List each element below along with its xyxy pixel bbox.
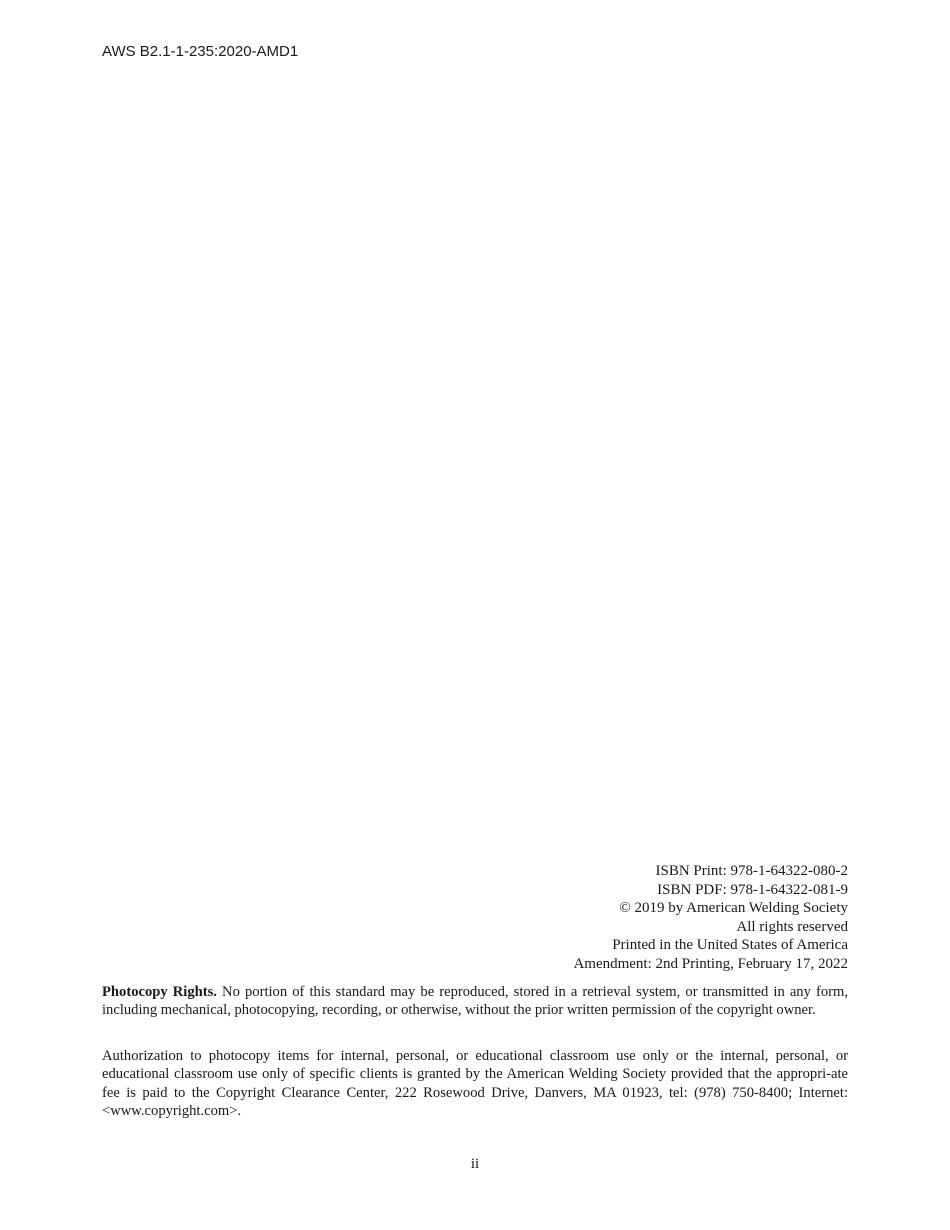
isbn-pdf: ISBN PDF: 978-1-64322-081-9 — [657, 881, 848, 898]
document-code: AWS B2.1-1-235:2020-AMD1 — [102, 43, 299, 60]
amendment-printing: Amendment: 2nd Printing, February 17, 2022 — [573, 955, 848, 972]
copyright-notice: © 2019 by American Welding Society — [619, 900, 848, 917]
authorization-paragraph: Authorization to photocopy items for internal, personal, or educational classroom use only or the internal, personal, or educational classroom use only of specific clients is granted by the American Welding Society provided that the appropri-ate fee is paid to the Copyright Clearance Center, 222 Rosewood Drive, Danvers, MA 01923, tel: (978) 750-8400; Internet: <www.copyright.com>. — [102, 1048, 848, 1120]
rights-reserved: All rights reserved — [736, 918, 848, 935]
publication-info-block — [573, 862, 848, 974]
photocopy-rights-paragraph — [102, 983, 848, 1020]
photocopy-rights-text: No portion of this standard may be reproduced, stored in a retrieval system, or transmitted in any form, including mechanical, photocopying, recording, or otherwise, without the prior written permission of the copyright owner. — [102, 984, 849, 1019]
isbn-print: ISBN Print: 978-1-64322-080-2 — [655, 863, 848, 879]
printed-location: Printed in the United States of America — [612, 937, 848, 954]
photocopy-rights-heading: Photocopy Rights. — [102, 984, 217, 1000]
page-number: ii — [470, 1156, 480, 1172]
